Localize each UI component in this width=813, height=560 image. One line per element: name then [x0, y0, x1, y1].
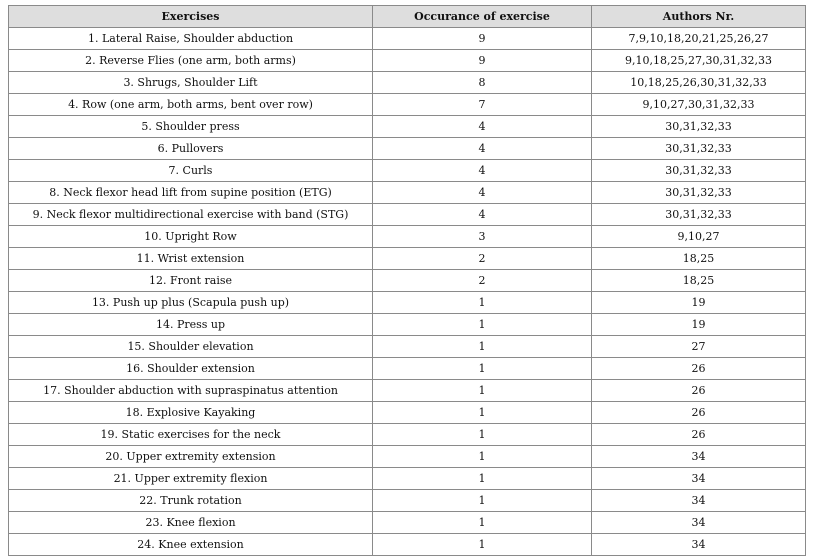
occurance-cell: 4 [373, 138, 592, 160]
occurance-cell: 9 [373, 50, 592, 72]
authors-cell: 10,18,25,26,30,31,32,33 [592, 72, 806, 94]
table-row [9, 50, 806, 72]
table-row [9, 534, 806, 556]
authors-cell: 9,10,18,25,27,30,31,32,33 [592, 50, 806, 72]
table-row [9, 512, 806, 534]
table-body [9, 28, 806, 556]
header-row [9, 6, 806, 28]
authors-cell: 9,10,27 [592, 226, 806, 248]
table-row [9, 314, 806, 336]
exercise-cell: 20. Upper extremity extension [9, 446, 373, 468]
occurance-cell: 8 [373, 72, 592, 94]
occurance-cell: 1 [373, 314, 592, 336]
authors-cell: 30,31,32,33 [592, 116, 806, 138]
authors-cell: 26 [592, 358, 806, 380]
exercise-cell: 8. Neck flexor head lift from supine position (ETG) [9, 182, 373, 204]
table-row [9, 336, 806, 358]
occurance-cell: 4 [373, 204, 592, 226]
exercise-cell: 4. Row (one arm, both arms, bent over row) [9, 94, 373, 116]
exercise-cell: 7. Curls [9, 160, 373, 182]
occurance-cell: 1 [373, 534, 592, 556]
exercise-cell: 13. Push up plus (Scapula push up) [9, 292, 373, 314]
occurance-cell: 3 [373, 226, 592, 248]
exercise-cell: 10. Upright Row [9, 226, 373, 248]
exercise-cell: 14. Press up [9, 314, 373, 336]
authors-cell: 34 [592, 512, 806, 534]
authors-cell: 34 [592, 490, 806, 512]
table-row [9, 204, 806, 226]
exercise-table [8, 5, 806, 556]
occurance-cell: 1 [373, 336, 592, 358]
occurance-cell: 1 [373, 468, 592, 490]
exercise-cell: 12. Front raise [9, 270, 373, 292]
exercise-cell: 16. Shoulder extension [9, 358, 373, 380]
authors-cell: 26 [592, 424, 806, 446]
authors-cell: 30,31,32,33 [592, 138, 806, 160]
table-row [9, 72, 806, 94]
authors-cell: 18,25 [592, 270, 806, 292]
occurance-cell: 4 [373, 116, 592, 138]
table-row [9, 248, 806, 270]
table-row [9, 28, 806, 50]
authors-cell: 34 [592, 534, 806, 556]
table-row [9, 160, 806, 182]
header-exercises: Exercises [9, 6, 373, 28]
exercise-cell: 3. Shrugs, Shoulder Lift [9, 72, 373, 94]
occurance-cell: 1 [373, 292, 592, 314]
authors-cell: 30,31,32,33 [592, 182, 806, 204]
occurance-cell: 4 [373, 160, 592, 182]
occurance-cell: 1 [373, 424, 592, 446]
table-row [9, 380, 806, 402]
table-row [9, 446, 806, 468]
authors-cell: 26 [592, 380, 806, 402]
exercise-cell: 21. Upper extremity flexion [9, 468, 373, 490]
table-row [9, 138, 806, 160]
exercise-cell: 6. Pullovers [9, 138, 373, 160]
exercise-table-container [8, 5, 805, 556]
authors-cell: 26 [592, 402, 806, 424]
header-authors: Authors Nr. [592, 6, 806, 28]
table-row [9, 292, 806, 314]
authors-cell: 30,31,32,33 [592, 204, 806, 226]
exercise-cell: 22. Trunk rotation [9, 490, 373, 512]
occurance-cell: 2 [373, 270, 592, 292]
exercise-cell: 24. Knee extension [9, 534, 373, 556]
authors-cell: 34 [592, 446, 806, 468]
exercise-cell: 11. Wrist extension [9, 248, 373, 270]
table-row [9, 424, 806, 446]
occurance-cell: 1 [373, 402, 592, 424]
table-row [9, 182, 806, 204]
exercise-cell: 1. Lateral Raise, Shoulder abduction [9, 28, 373, 50]
authors-cell: 19 [592, 292, 806, 314]
table-row [9, 468, 806, 490]
authors-cell: 7,9,10,18,20,21,25,26,27 [592, 28, 806, 50]
exercise-cell: 15. Shoulder elevation [9, 336, 373, 358]
table-row [9, 116, 806, 138]
occurance-cell: 1 [373, 358, 592, 380]
authors-cell: 18,25 [592, 248, 806, 270]
table-row [9, 94, 806, 116]
exercise-cell: 18. Explosive Kayaking [9, 402, 373, 424]
table-row [9, 490, 806, 512]
table-row [9, 402, 806, 424]
table-row [9, 270, 806, 292]
occurance-cell: 7 [373, 94, 592, 116]
exercise-cell: 2. Reverse Flies (one arm, both arms) [9, 50, 373, 72]
authors-cell: 27 [592, 336, 806, 358]
exercise-cell: 17. Shoulder abduction with supraspinatus attention [9, 380, 373, 402]
header-occurance: Occurance of exercise [373, 6, 592, 28]
occurance-cell: 9 [373, 28, 592, 50]
occurance-cell: 1 [373, 380, 592, 402]
table-row [9, 226, 806, 248]
exercise-cell: 23. Knee flexion [9, 512, 373, 534]
authors-cell: 34 [592, 468, 806, 490]
occurance-cell: 1 [373, 446, 592, 468]
exercise-cell: 5. Shoulder press [9, 116, 373, 138]
occurance-cell: 2 [373, 248, 592, 270]
authors-cell: 30,31,32,33 [592, 160, 806, 182]
occurance-cell: 1 [373, 490, 592, 512]
table-row [9, 358, 806, 380]
table-header [9, 6, 806, 28]
exercise-cell: 9. Neck flexor multidirectional exercise with band (STG) [9, 204, 373, 226]
authors-cell: 9,10,27,30,31,32,33 [592, 94, 806, 116]
authors-cell: 19 [592, 314, 806, 336]
occurance-cell: 4 [373, 182, 592, 204]
exercise-cell: 19. Static exercises for the neck [9, 424, 373, 446]
occurance-cell: 1 [373, 512, 592, 534]
